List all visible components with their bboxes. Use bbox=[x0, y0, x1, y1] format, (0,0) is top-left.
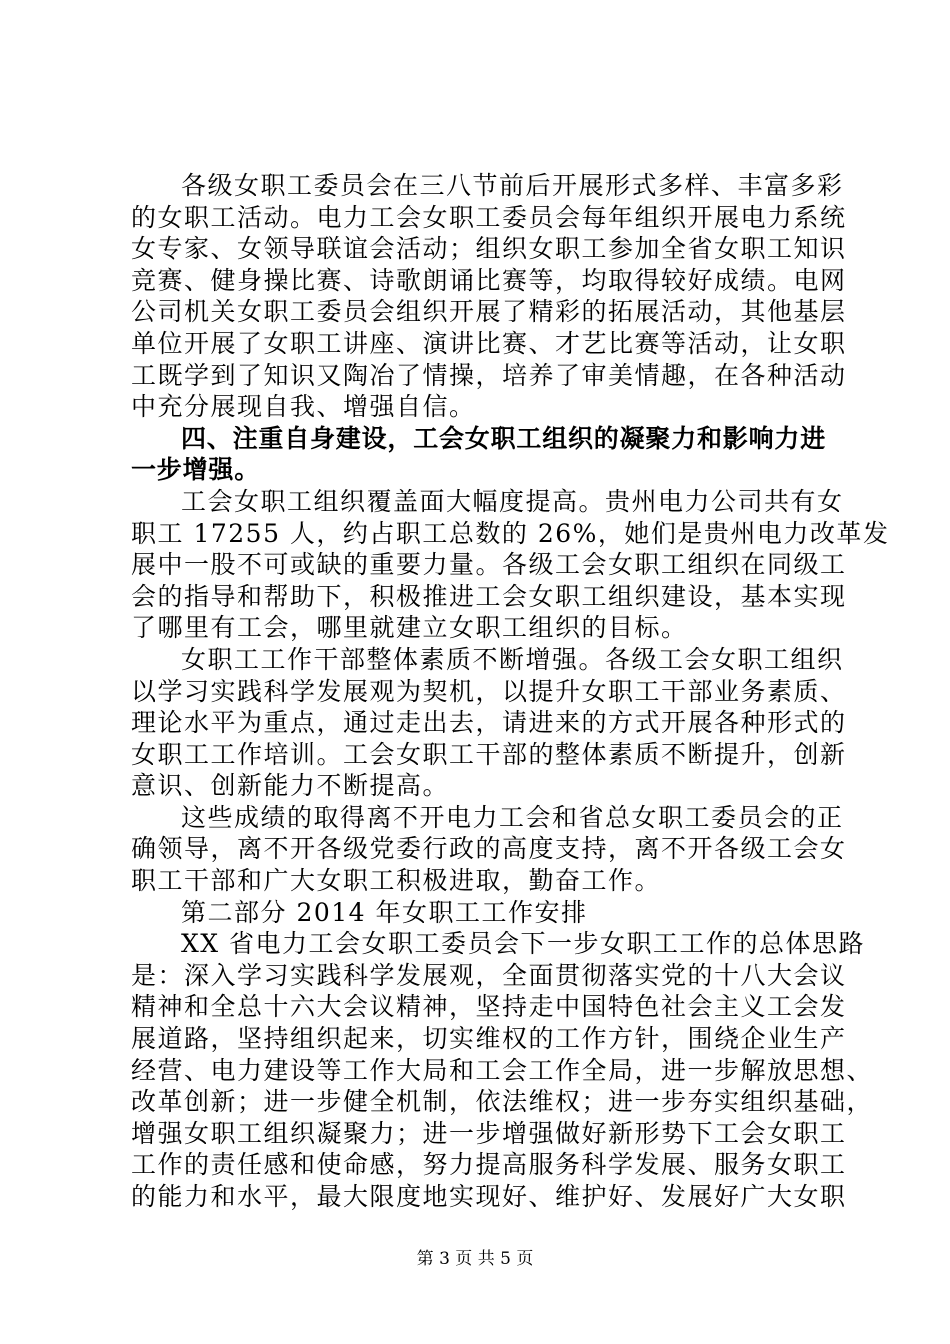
text-line: 竞赛、健身操比赛、诗歌朗诵比赛等，均取得较好成绩。电网 bbox=[131, 265, 847, 295]
text-line: 意识、创新能力不断提高。 bbox=[131, 771, 450, 801]
part-two-title bbox=[131, 897, 831, 929]
text-line: 职工干部和广大女职工积极进取，勤奋工作。 bbox=[131, 866, 662, 896]
document-body bbox=[131, 170, 890, 1213]
paragraph-achievements bbox=[131, 802, 847, 897]
text-line: 会的指导和帮助下，积极推进工会女职工组织建设，基本实现 bbox=[131, 581, 847, 611]
paragraph-cadre-quality bbox=[131, 644, 847, 802]
heading-line: 四、注重自身建设，工会女职工组织的凝聚力和影响力进 bbox=[181, 423, 827, 453]
text-line: 理论水平为重点，通过走出去，请进来的方式开展各种形式的 bbox=[131, 708, 847, 738]
text-line: 女职工工作培训。工会女职工干部的整体素质不断提升，创新 bbox=[131, 739, 847, 769]
text-line: XX 省电力工会女职工委员会下一步女职工工作的总体思路 bbox=[181, 929, 866, 959]
text-line: 精神和全总十六大会议精神，坚持走中国特色社会主义工会发 bbox=[131, 992, 847, 1022]
text-line: 的能力和水平，最大限度地实现好、维护好、发展好广大女职 bbox=[131, 1182, 847, 1211]
heading-line: 一步增强。 bbox=[131, 455, 261, 485]
text-line: 这些成绩的取得离不开电力工会和省总女职工委员会的正 bbox=[181, 802, 844, 832]
page-number-footer: 第 3 页 共 5 页 bbox=[416, 1249, 534, 1269]
paragraph-coverage bbox=[131, 486, 890, 644]
text-line: 的女职工活动。电力工会女职工委员会每年组织开展电力系统 bbox=[131, 202, 847, 232]
text-line: 各级女职工委员会在三八节前后开展形式多样、丰富多彩 bbox=[181, 171, 844, 200]
text-line: 女专家、女领导联谊会活动；组织女职工参加全省女职工知识 bbox=[131, 234, 847, 264]
text-line: 第二部分 2014 年女职工工作安排 bbox=[181, 897, 588, 927]
text-line: 中充分展现自我、增强自信。 bbox=[131, 392, 476, 422]
text-line: 改革创新；进一步健全机制，依法维权；进一步夯实组织基础， bbox=[131, 1087, 874, 1117]
paragraph-overall-plan bbox=[131, 928, 874, 1212]
text-line: 工既学到了知识又陶冶了情操，培养了审美情趣，在各种活动 bbox=[131, 360, 847, 390]
text-line: 女职工工作干部整体素质不断增强。各级工会女职工组织 bbox=[181, 644, 844, 674]
text-line: 以学习实践科学发展观为契机，以提升女职工干部业务素质、 bbox=[131, 676, 847, 706]
text-line: 展中一股不可或缺的重要力量。各级工会女职工组织在同级工 bbox=[131, 550, 847, 580]
text-line: 是：深入学习实践科学发展观，全面贯彻落实党的十八大会议 bbox=[131, 960, 847, 990]
text-line: 职工 17255 人，约占职工总数的 26%，她们是贵州电力改革发 bbox=[131, 518, 890, 548]
text-line: 经营、电力建设等工作大局和工会工作全局，进一步解放思想、 bbox=[131, 1055, 874, 1085]
section-heading bbox=[131, 423, 831, 486]
text-line: 展道路，坚持组织起来，切实维权的工作方针，围绕企业生产 bbox=[131, 1024, 847, 1054]
text-line: 确领导，离不开各级党委行政的高度支持，离不开各级工会女 bbox=[131, 834, 847, 864]
text-line: 了哪里有工会，哪里就建立女职工组织的目标。 bbox=[131, 613, 688, 643]
text-line: 公司机关女职工委员会组织开展了精彩的拓展活动，其他基层 bbox=[131, 297, 847, 327]
text-line: 工会女职工组织覆盖面大幅度提高。贵州电力公司共有女 bbox=[181, 486, 844, 516]
text-line: 单位开展了女职工讲座、演讲比赛、才艺比赛等活动，让女职 bbox=[131, 328, 847, 358]
text-line: 工作的责任感和使命感，努力提高服务科学发展、服务女职工 bbox=[131, 1150, 847, 1180]
text-line: 增强女职工组织凝聚力；进一步增强做好新形势下工会女职工 bbox=[131, 1118, 847, 1148]
paragraph-activities bbox=[131, 170, 847, 423]
